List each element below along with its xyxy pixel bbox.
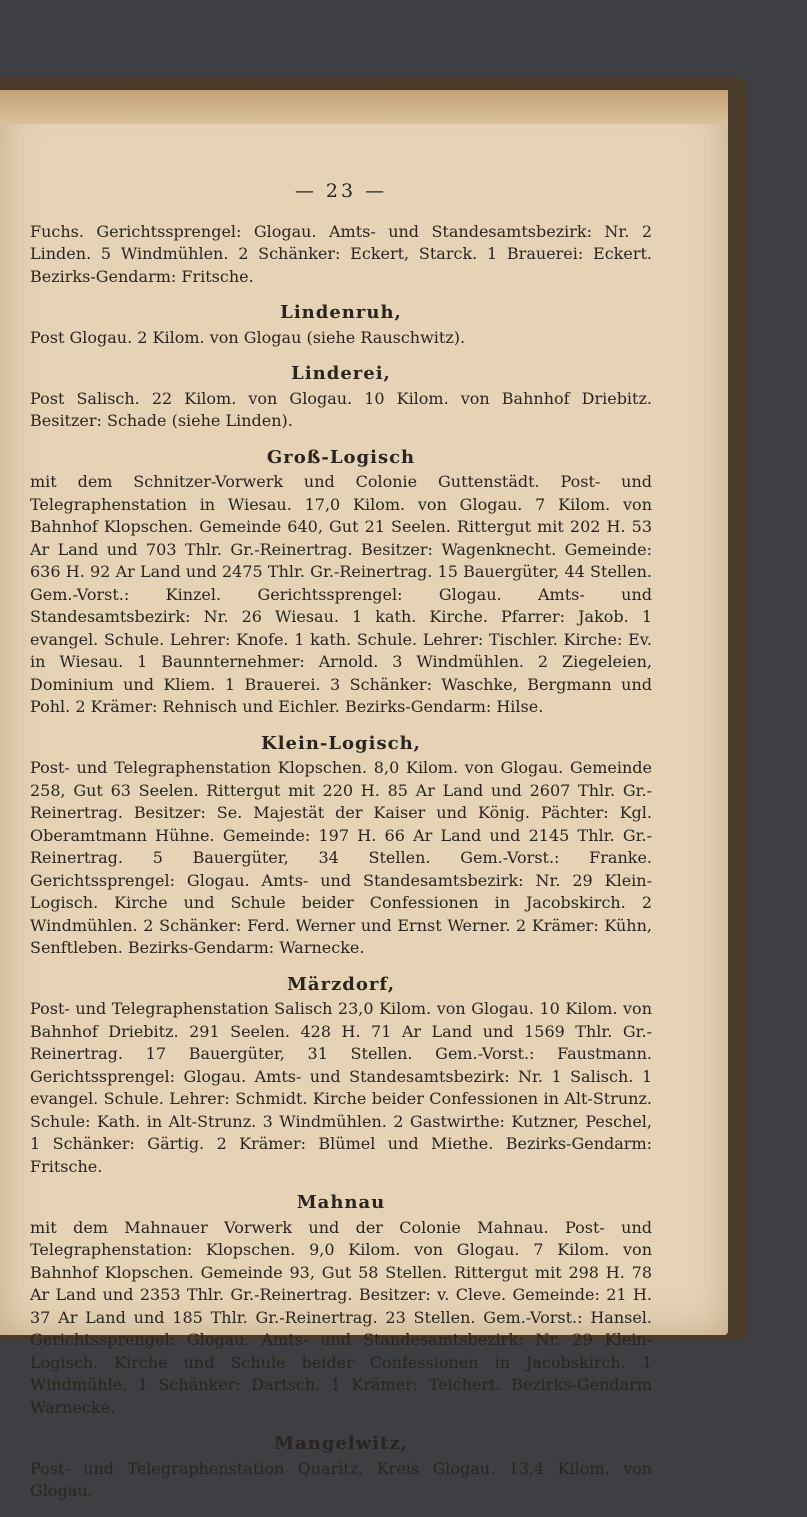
page-top-edge	[0, 90, 728, 124]
entry-linderei	[30, 363, 652, 433]
entry-title: Linderei,	[291, 363, 391, 384]
entry-text: mit dem Schnitzer-Vorwerk und Colonie Guttenstädt. Post- und Telegraphenstation in Wiesau. 17,0 Kilom. von Glogau. 7 Kilom. von Bahnhof Klopschen. Gemeinde 640, Gut 21 Seelen. Rittergut mit 202 H. 53 Ar Land und 703 Thlr. Gr.-Reinertrag. Besitzer: Wagenknecht. Gemeinde: 636 H. 92 Ar Land und 2475 Thlr. Gr.-Reinertrag. 15 Bauergüter, 44 Stellen. Gem.-Vorst.: Kinzel. Gerichtssprengel: Glogau. Amts- und Standesamtsbezirk: Nr. 26 Wiesau. 1 kath. Kirche. Pfarrer: Jakob. 1 evangel. Schule. Lehrer: Knofe. 1 kath. Schule. Lehrer: Tischler. Kirche: Ev. in Wiesau. 1 Baunnternehmer: Arnold. 3 Windmühlen. 2 Ziegeleien, Dominium und Kliem. 1 Brauerei. 3 Schänker: Waschke, Bergmann und Pohl. 2 Krämer: Rehnisch und Eichler. Bezirks-Gendarm: Hilse.	[30, 472, 652, 716]
entry-text: Post Glogau. 2 Kilom. von Glogau (siehe Rauschwitz).	[30, 327, 466, 347]
entry-title: Groß-Logisch	[266, 446, 416, 468]
entry-title: Klein-Logisch,	[261, 732, 421, 754]
entry-text: Post- und Telegraphenstation Klopschen. 8,0 Kilom. von Glogau. Gemeinde 258, Gut 63 Seelen. Rittergut mit 220 H. 85 Ar Land und 2607 Thlr. Gr.-Reinertrag. Besitzer: Se. Majestät der Kaiser und König. Pächter: Kgl. Oberamtmann Hühne. Gemeinde: 197 H. 66 Ar Land und 2145 Thlr. Gr.-Reinertrag. 5 Bauergüter, 34 Stellen. Gem.-Vorst.: Franke. Gerichtssprengel: Glogau. Amts- und Standesamtsbezirk: Nr. 29 Klein-Logisch. Kirche und Schule beider Confessionen in Jacobskirch. 2 Windmühlen. 2 Schänker: Ferd. Werner und Ernst Werner. 2 Krämer: Kühn, Senftleben. Bezirks-Gendarm: Warnecke.	[30, 758, 652, 957]
entry-lindenruh	[30, 302, 652, 349]
entry-mangelwitz	[30, 1433, 652, 1503]
entry-title: Märzdorf,	[287, 973, 395, 995]
entry-maerzdorf	[30, 974, 652, 1179]
entry-mahnau	[30, 1192, 652, 1419]
entry-text: Post Salisch. 22 Kilom. von Glogau. 10 Kilom. von Bahnhof Driebitz. Besitzer: Schade (siehe Linden).	[30, 388, 652, 430]
intro-paragraph: Fuchs. Gerichtssprengel: Glogau. Amts- und Standesamtsbezirk: Nr. 2 Linden. 5 Windmühlen. 2 Schänker: Eckert, Starck. 1 Brauerei: Eckert. Bezirks-Gendarm: Fritsche.	[30, 221, 652, 286]
page-number: — 23 —	[294, 180, 388, 202]
page-content	[30, 180, 652, 1517]
entry-title: Mahnau	[296, 1192, 386, 1213]
entry-title: Lindenruh,	[280, 302, 402, 323]
entry-text: Post- und Telegraphenstation Quaritz, Kreis Glogau. 13,4 Kilom. von Glogau.	[30, 1458, 652, 1500]
entry-title: Mangelwitz,	[274, 1433, 408, 1454]
entry-text: Post- und Telegraphenstation Salisch 23,0 Kilom. von Glogau. 10 Kilom. von Bahnhof Driebitz. 291 Seelen. 428 H. 71 Ar Land und 1569 Thlr. Gr.-Reinertrag. 17 Bauergüter, 31 Stellen. Gem.-Vorst.: Faustmann. Gerichtssprengel: Glogau. Amts- und Standesamtsbezirk: Nr. 1 Salisch. 1 evangel. Schule. Lehrer: Schmidt. Kirche beider Confessionen in Alt-Strunz. Schule: Kath. in Alt-Strunz. 3 Windmühlen. 2 Gastwirthe: Kutzner, Peschel, 1 Schänker: Gärtig. 2 Krämer: Blümel und Miethe. Bezirks-Gendarm: Fritsche.	[30, 999, 652, 1176]
entry-text: mit dem Mahnauer Vorwerk und der Colonie Mahnau. Post- und Telegraphenstation: Klopschen. 9,0 Kilom. von Glogau. 7 Kilom. von Bahnhof Klopschen. Gemeinde 93, Gut 58 Stellen. Rittergut mit 298 H. 78 Ar Land und 2353 Thlr. Gr.-Reinertrag. Besitzer: v. Cleve. Gemeinde: 21 H. 37 Ar Land und 185 Thlr. Gr.-Reinertrag. 23 Stellen. Gem.-Vorst.: Hansel. Gerichtssprengel: Glogau. Amts- und Standesamtsbezirk: Nr. 29 Klein-Logisch. Kirche und Schule beider Confessionen in Jacobskirch. 1 Windmühle. 1 Schänker: Dartsch. 1 Krämer: Teichert. Bezirks-Gendarm Warnecke.	[30, 1217, 652, 1417]
entry-gross-logisch	[30, 447, 652, 719]
entry-klein-logisch	[30, 733, 652, 960]
